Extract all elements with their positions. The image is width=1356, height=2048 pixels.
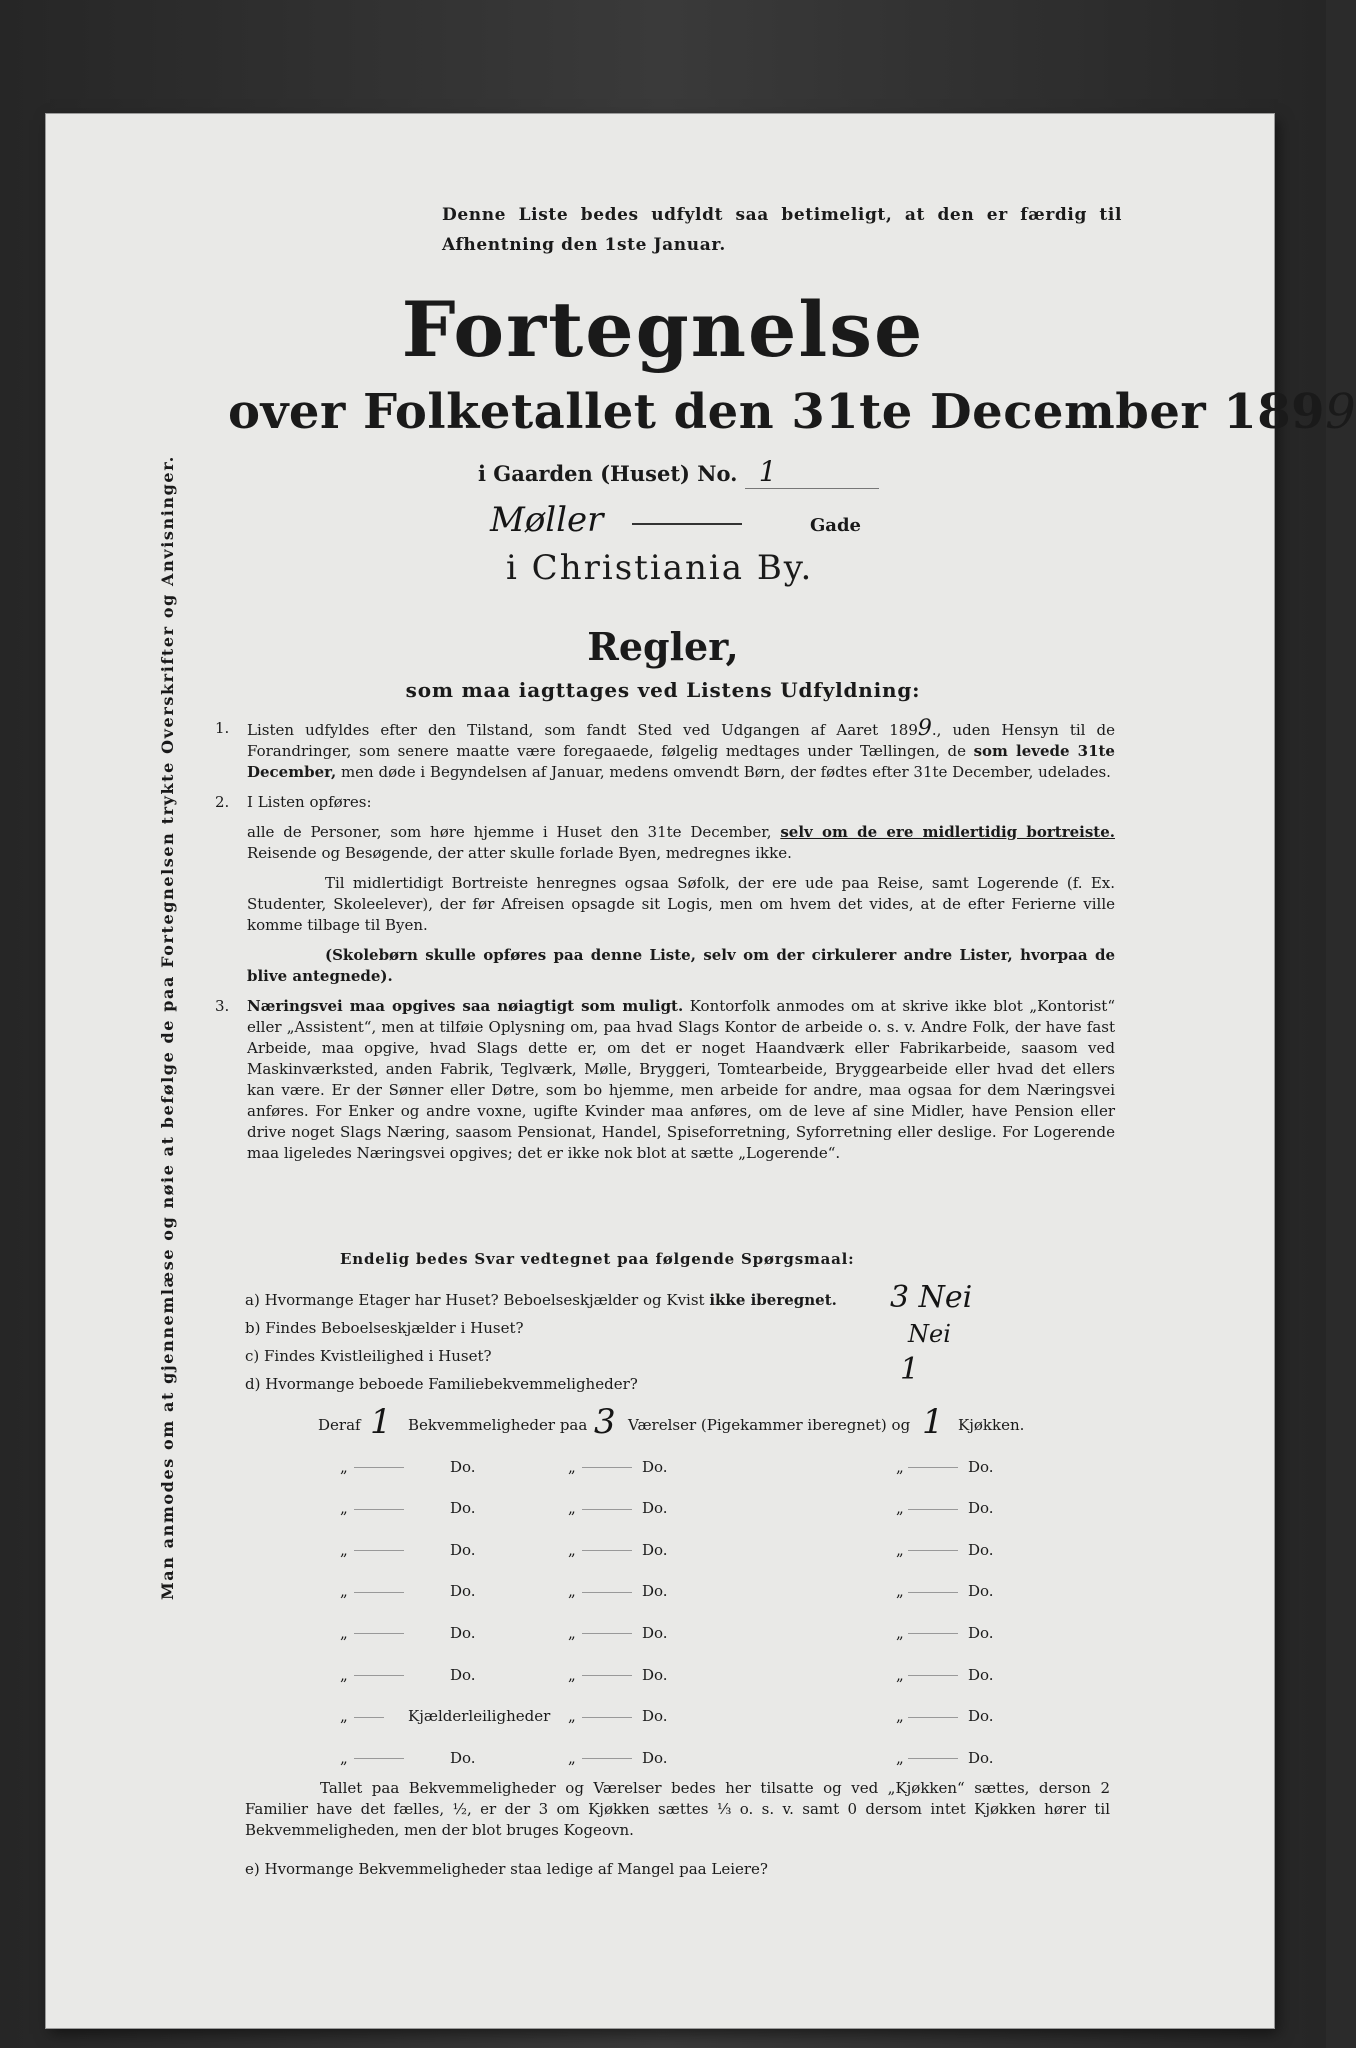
year-handwritten: 9: [1325, 384, 1356, 440]
form-title: Fortegnelse: [401, 285, 925, 374]
form-subtitle: [228, 384, 1356, 440]
rule-3: [215, 996, 1115, 1164]
table-row: „ Do. „ Do. „ Do.: [340, 1499, 994, 1518]
handwritten-count: 1: [922, 1402, 944, 1442]
street-name-value: Møller: [490, 500, 604, 540]
rule-number: 1.: [215, 719, 230, 737]
rule-text: (Skolebørn skulle opføres paa denne Liste, selv om der cirkulerer andre Lister, hvorpaa de blive antegnede).: [247, 946, 1115, 985]
city-line: i Christiania By.: [506, 548, 814, 588]
rules-list: [215, 718, 1115, 1173]
handwritten-year-digit: 9: [917, 716, 932, 741]
subtitle-text: over Folketallet den 31te December 189: [228, 384, 1326, 440]
rule-text: Listen udfyldes efter den Tilstand, som fandt Sted ved Udgangen af Aaret 1899., uden Hensyn til de Forandringer, som senere maatte være foregaaede, følgelig medtages under Tællingen, de som levede 31te December, men døde i Begyndelsen af Januar, medens omvendt Børn, der fødtes efter 31te December, udelades.: [247, 716, 1116, 781]
vertical-margin-note: Man anmodes om at gjennemlæse og nøie at befølge de paa Fortegnelsen trykte Overskrifter og Anvisninger.: [158, 455, 177, 1600]
questions-heading: Endelig bedes Svar vedtegnet paa følgende Spørgsmaal:: [340, 1250, 855, 1268]
rule-text: alle de Personer, som høre hjemme i Huset den 31te December, selv om de ere midlertidig bortreiste. Reisende og Besøgende, der atter skulle forlade Byen, medregnes ikke.: [247, 823, 1115, 862]
street-line: [490, 500, 861, 540]
table-row: „ Do. „ Do. „ Do.: [340, 1457, 994, 1476]
question-b: b) Findes Beboelseskjælder i Huset?: [245, 1319, 524, 1337]
handwritten-count: 3: [594, 1402, 616, 1442]
answer-d: 1: [900, 1352, 920, 1387]
rule-number: 3.: [215, 997, 230, 1015]
table-row: „ Do. „ Do. „ Do.: [340, 1540, 994, 1559]
street-dash: [632, 523, 742, 525]
rule-text: Til midlertidigt Bortreiste henregnes ogsaa Søfolk, der ere ude paa Reise, samt Logerende (f. Ex. Studenter, Skoleelever), der før Afreisen opsagde sit Logis, men om hvem det vides, at de efter Ferierne ville komme tilbage til Byen.: [247, 874, 1115, 934]
rule-2: [215, 792, 1115, 987]
table-row: Deraf 1 Bekvemmeligheder paa 3 Værelser (Pigekammer iberegnet) og 1 Kjøkken.: [318, 1402, 1025, 1442]
street-suffix-label: Gade: [809, 515, 862, 536]
rule-number: 2.: [215, 793, 230, 811]
question-d: d) Hvormange beboede Familiebekvemmeligheder?: [245, 1375, 638, 1393]
question-e: e) Hvormange Bekvemmeligheder staa ledige af Mangel paa Leiere?: [245, 1860, 768, 1878]
house-label: i Gaarden (Huset) No.: [478, 461, 738, 486]
handwritten-count: 1: [370, 1402, 392, 1442]
question-c: c) Findes Kvistleilighed i Huset?: [245, 1347, 492, 1365]
rules-heading: Regler,: [587, 624, 739, 669]
rule-text: I Listen opføres:: [247, 793, 372, 811]
questions-list: [245, 1286, 837, 1398]
house-number-value: 1: [745, 455, 879, 489]
table-row: „ Do. „ Do. „ Do.: [340, 1665, 994, 1684]
instruction-notice: Denne Liste bedes udfyldt saa betimeligt, at den er færdig til Afhentning den 1ste Januar.: [442, 205, 1122, 255]
dwelling-table: [318, 1402, 1038, 1790]
question-a: a) Hvormange Etager har Huset? Beboelseskjælder og Kvist ikke iberegnet.: [245, 1291, 837, 1309]
table-row: „ Do. „ Do. „ Do.: [340, 1623, 994, 1642]
footnote: Tallet paa Bekvemmeligheder og Værelser bedes her tilsatte og ved „Kjøkken“ sættes, derson 2 Familier have det fælles, ½, er der 3 om Kjøkken sættes ⅓ o. s. v. samt 0 dersom intet Kjøkken hører til Bekvemmeligheden, men der blot bruges Kogeovn.: [245, 1779, 1110, 1839]
answer-c: Nei: [908, 1320, 951, 1348]
answer-a: 3 Nei: [890, 1280, 973, 1315]
rule-1: [215, 718, 1115, 783]
house-number-line: [478, 455, 879, 489]
rule-text: Næringsvei maa opgives saa nøiagtigt som muligt. Kontorfolk anmodes om at skrive ikke blot „Kontorist“ eller „Assistent“, men at tilføie Oplysning om, paa hvad Slags Kontor de arbeide o. s. v. Andre Folk, der have fast Arbeide, maa opgive, hvad Slags dette er, om det er noget Haandværk eller Fabrikarbeide, saasom ved Maskinværksted, anden Fabrik, Teglværk, Mølle, Bryggeri, Tomtearbeide, Bryggearbeide eller hvad det ellers kan være. Er der Sønner eller Døtre, som bo hjemme, men arbeide for andre, maa ogsaa for dem Næringsvei anføres. For Enker og andre voxne, ugifte Kvinder maa anføres, om de leve af sine Midler, have Pension eller drive noget Slags Næring, saasom Pensionat, Handel, Spiseforretning, Syforretning eller deslige. For Logerende maa ligeledes Næringsvei opgives; det er ikke nok blot at sætte „Logerende“.: [247, 997, 1116, 1162]
table-row: „ Do. „ Do. „ Do.: [340, 1582, 994, 1601]
rules-subheading: som maa iagttages ved Listens Udfyldning:: [405, 678, 921, 702]
table-row: „ Kjælderleiligheder „ Do. „ Do.: [340, 1707, 994, 1726]
table-row: „ Do. „ Do. „ Do.: [340, 1748, 994, 1767]
